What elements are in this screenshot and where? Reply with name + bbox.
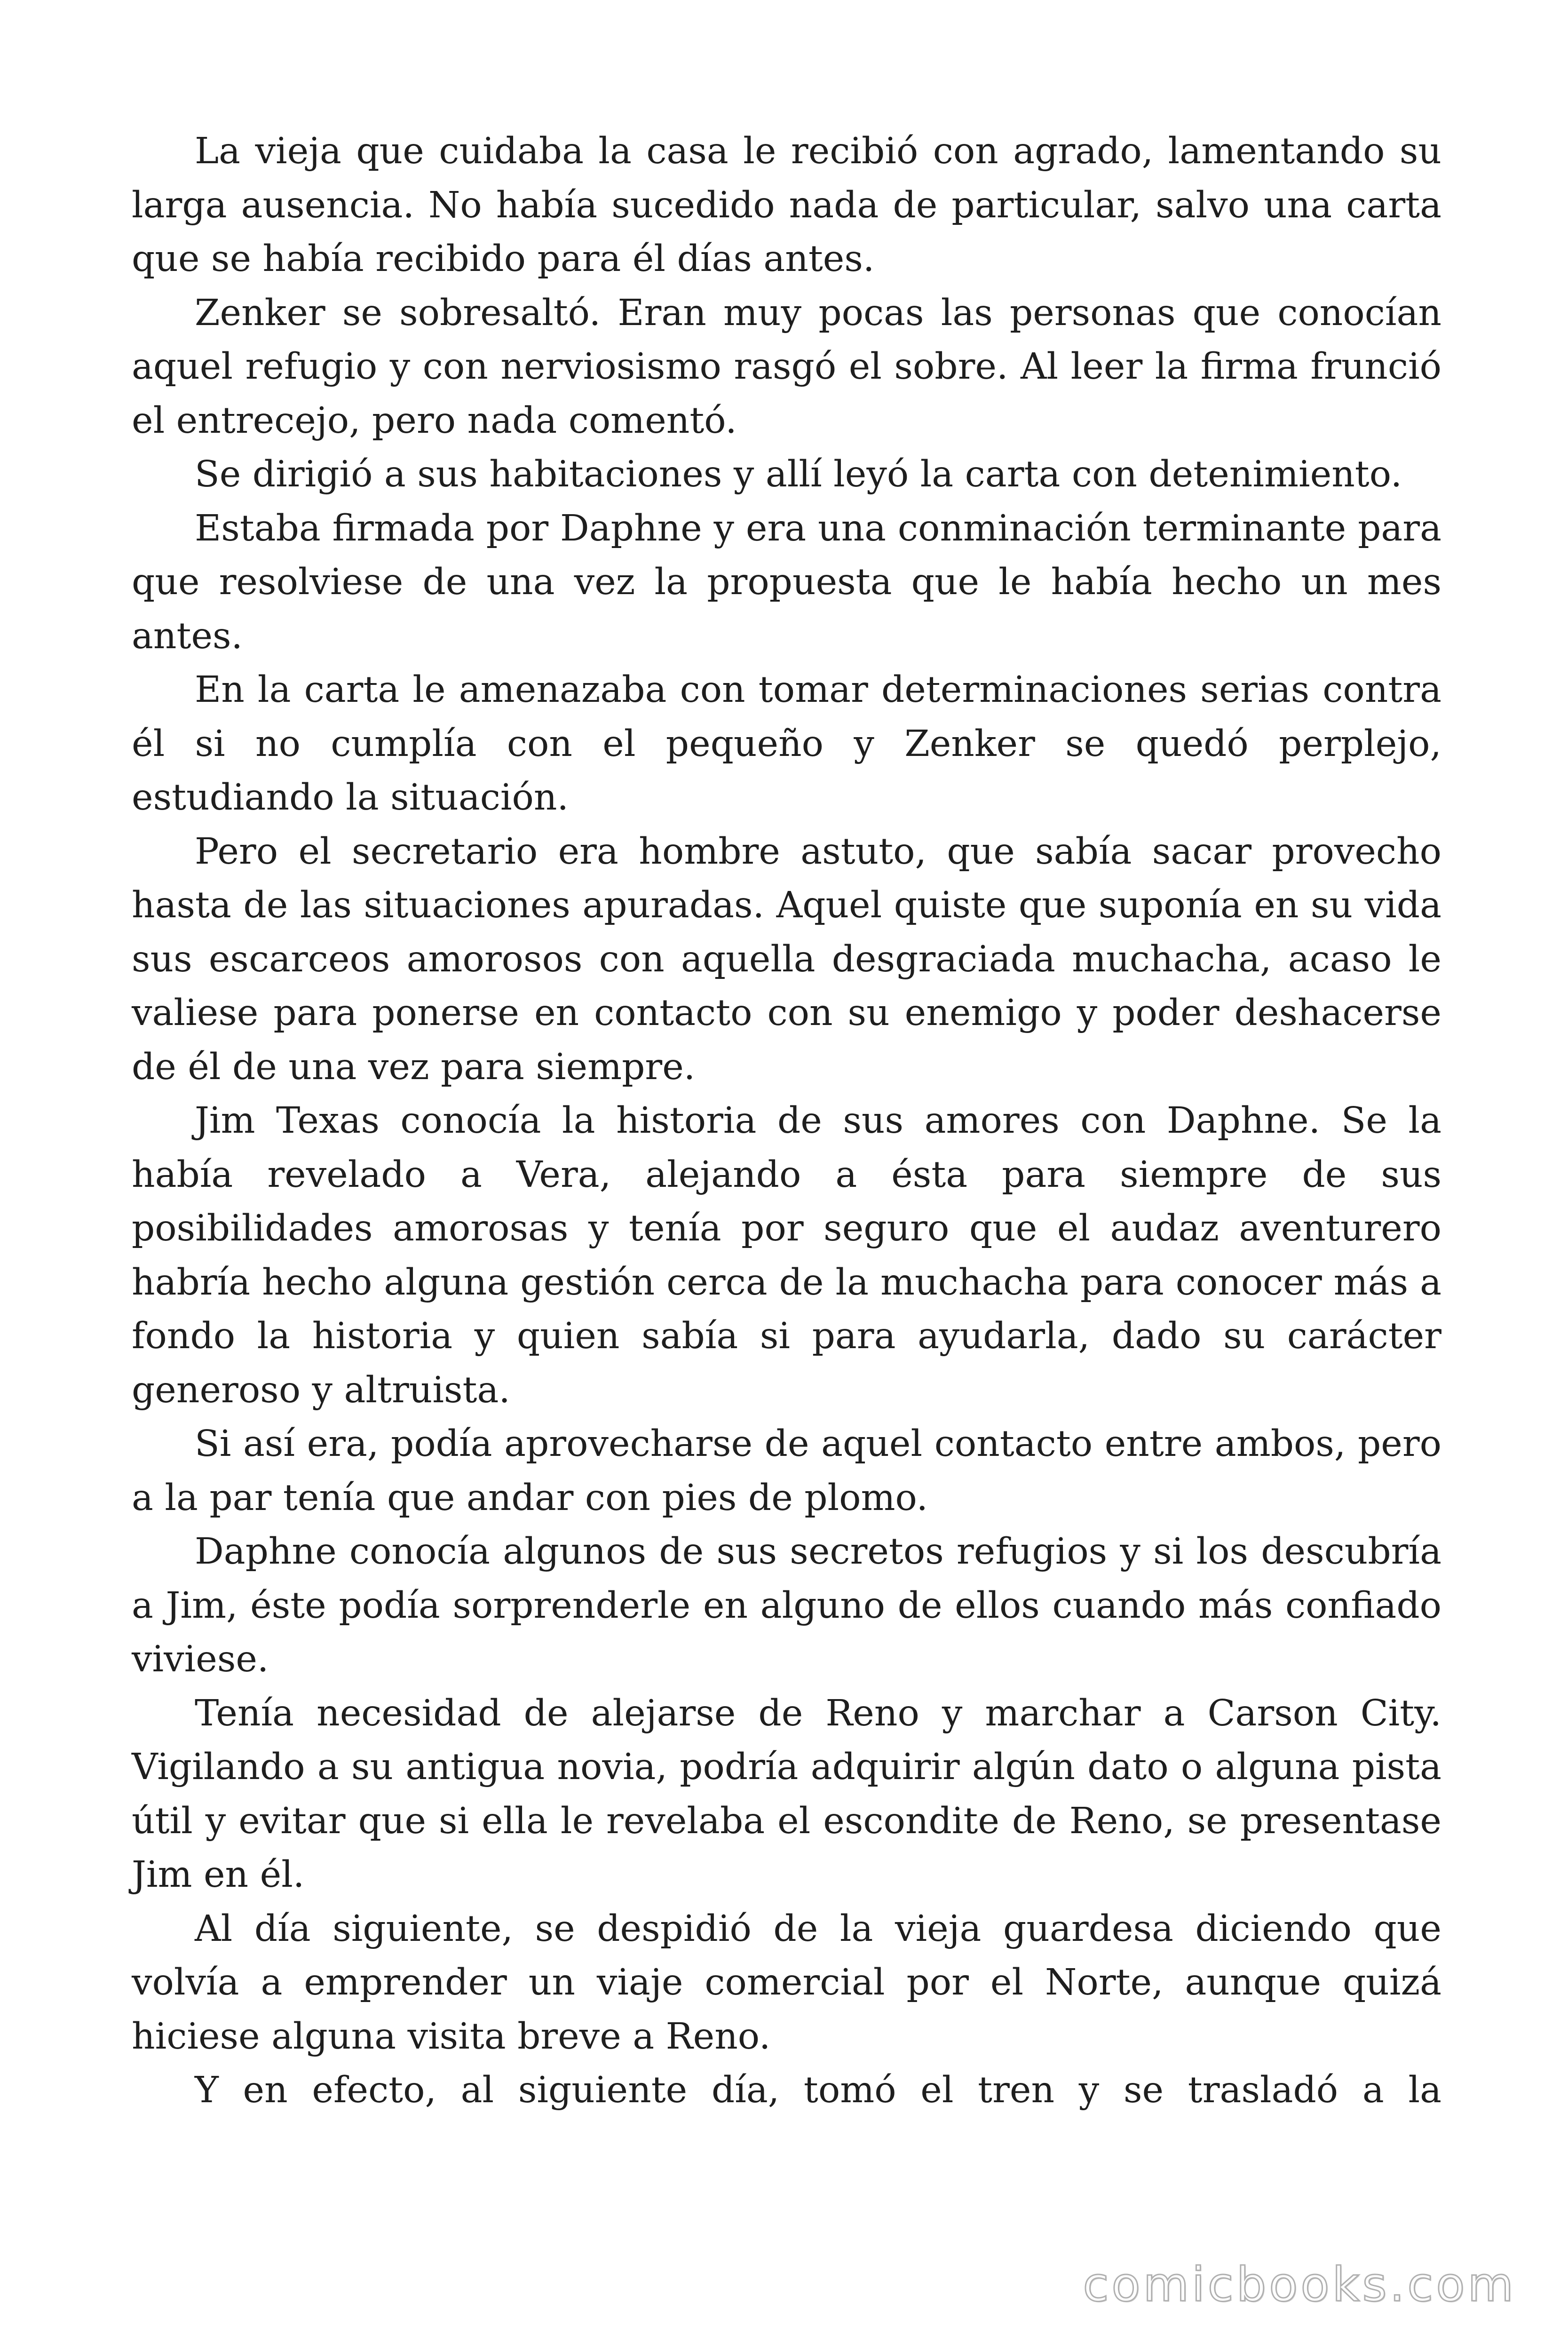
body-text <box>132 125 1441 2118</box>
paragraph-7: Jim Texas conocía la historia de sus amores con Daphne. Se la había revelado a Vera, alejando a ésta para siempre de sus posibilidades amorosas y tenía por seguro que el audaz aventurero habría hecho alguna gestión cerca de la muchacha para conocer más a fondo la historia y quien sabía si para ayudarla, dado su carácter generoso y altruista. <box>132 1100 1441 1411</box>
paragraph-6: Pero el secretario era hombre astuto, que sabía sacar provecho hasta de las situaciones apuradas. Aquel quiste que suponía en su vida sus escarceos amorosos con aquella desgraciada muchacha, acaso le valiese para ponerse en contacto con su enemigo y poder deshacerse de él de una vez para siempre. <box>132 830 1441 1088</box>
paragraph-3: Se dirigió a sus habitaciones y allí leyó la carta con detenimiento. <box>195 453 1402 495</box>
paragraph-10: Tenía necesidad de alejarse de Reno y marchar a Carson City. Vigilando a su antigua novia, podría adquirir algún dato o alguna pista útil y evitar que si ella le revelaba el escondite de Reno, se presentase Jim en él. <box>132 1692 1441 1896</box>
paragraph-9: Daphne conocía algunos de sus secretos refugios y si los descubría a Jim, éste podía sorprenderle en alguno de ellos cuando más confiado viviese. <box>132 1531 1441 1680</box>
paragraph-1: La vieja que cuidaba la casa le recibió con agrado, lamentando su larga ausencia. No había sucedido nada de particular, salvo una carta que se había recibido para él días antes. <box>132 130 1441 280</box>
paragraph-2: Zenker se sobresaltó. Eran muy pocas las personas que conocían aquel refugio y con nerviosismo rasgó el sobre. Al leer la firma frunció el entrecejo, pero nada comentó. <box>132 292 1441 442</box>
paragraph-8: Si así era, podía aprovecharse de aquel contacto entre ambos, pero a la par tenía que andar con pies de plomo. <box>132 1423 1441 1519</box>
paragraph-12: Y en efecto, al siguiente día, tomó el tren y se trasladó a la <box>195 2069 1441 2111</box>
watermark: comicbooks.com <box>1083 2257 1516 2312</box>
paragraph-4: Estaba firmada por Daphne y era una conminación terminante para que resolviese de una vez la propuesta que le había hecho un mes antes. <box>132 507 1441 657</box>
paragraph-11: Al día siguiente, se despidió de la vieja guardesa diciendo que volvía a emprender un viaje comercial por el Norte, aunque quizá hiciese alguna visita breve a Reno. <box>132 1907 1441 2058</box>
paragraph-5: En la carta le amenazaba con tomar determinaciones serias contra él si no cumplía con el pequeño y Zenker se quedó perplejo, estudiando la situación. <box>132 669 1441 818</box>
